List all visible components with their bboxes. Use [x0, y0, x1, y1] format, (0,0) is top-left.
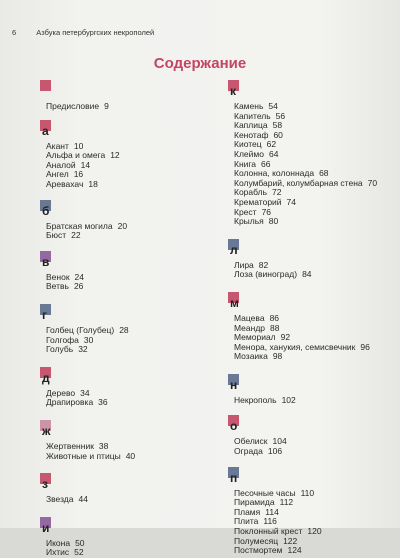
toc-section — [40, 304, 200, 355]
page-title: Содержание — [153, 55, 247, 72]
entry-title: Лоза (виноград) — [234, 269, 298, 280]
entry-title: Ограда — [234, 446, 263, 457]
entry-page-number: 64 — [268, 148, 279, 159]
toc-entry[interactable] — [228, 270, 398, 280]
entry-title: Некрополь — [234, 394, 277, 405]
toc-section — [40, 80, 200, 112]
color-square-icon — [40, 80, 51, 91]
entry-title: Песочные часы — [234, 487, 296, 498]
entry-page-number: 50 — [75, 537, 85, 548]
entry-page-number: 88 — [270, 322, 280, 333]
entry-title: Голгофа — [46, 334, 79, 345]
section-letter: б — [42, 203, 50, 218]
entry-page-number: 74 — [286, 196, 297, 207]
entry-title: Обелиск — [234, 436, 268, 447]
entry-page-number: 20 — [117, 220, 128, 231]
toc-entry[interactable] — [40, 548, 200, 558]
entry-page-number: 96 — [360, 341, 370, 352]
entry-page-number: 76 — [261, 206, 272, 217]
entry-title: Ихтис — [46, 547, 70, 558]
toc-section — [40, 200, 200, 241]
entry-title: Каплица — [234, 120, 268, 131]
entry-page-number: 44 — [78, 494, 88, 505]
entry-title: Предисловие — [46, 101, 100, 111]
section-letter: з — [42, 477, 48, 492]
toc-entry[interactable] — [228, 447, 398, 457]
entry-title: Книга — [234, 158, 257, 169]
section-letter-marker — [40, 304, 200, 324]
section-letter: д — [42, 370, 50, 385]
entry-page-number: 10 — [73, 140, 84, 151]
entry-title: Дерево — [46, 387, 76, 398]
section-letter: ж — [42, 423, 51, 438]
entry-title: Крест — [234, 206, 257, 217]
section-letter-marker — [228, 80, 398, 100]
entry-page-number: 102 — [281, 394, 296, 405]
toc-section — [40, 367, 200, 408]
section-letter-marker — [228, 467, 398, 487]
entry-title: Пламя — [234, 506, 261, 517]
entry-title: Полумесяц — [234, 535, 279, 546]
section-letter: м — [230, 295, 239, 310]
entry-title: Животные и птицы — [46, 450, 121, 461]
entry-page-number: 22 — [71, 230, 81, 241]
entry-title: Меандр — [234, 322, 266, 333]
section-letter: о — [230, 419, 238, 434]
entry-title: Киотец — [234, 139, 262, 150]
toc-section — [40, 251, 200, 292]
entry-page-number: 36 — [98, 397, 108, 408]
entry-title: Ветвь — [46, 281, 69, 292]
entry-page-number: 62 — [266, 139, 277, 150]
section-letter-marker — [40, 367, 200, 387]
section-letter: и — [42, 520, 50, 535]
entry-title: Мемориал — [234, 332, 276, 343]
section-letter-marker — [40, 517, 200, 537]
entry-page-number: 9 — [104, 101, 109, 111]
entry-title: Поклонный крест — [234, 526, 303, 537]
entry-page-number: 80 — [268, 216, 279, 227]
entry-page-number: 114 — [265, 506, 279, 517]
toc-entry[interactable] — [228, 546, 398, 556]
section-letter: г — [42, 307, 47, 322]
toc-entry[interactable] — [228, 217, 398, 227]
entry-title: Голбец (Голубец) — [46, 324, 115, 335]
toc-section — [228, 239, 398, 280]
toc-entry[interactable] — [40, 102, 200, 112]
entry-title: Альфа и омега — [46, 150, 106, 161]
entry-title: Колонна, колоннада — [234, 168, 315, 179]
entry-page-number: 28 — [119, 324, 129, 335]
entry-page-number: 18 — [88, 178, 98, 189]
entry-title: Аревахач — [46, 178, 84, 189]
section-letter-marker — [40, 80, 200, 100]
entry-title: Бюст — [46, 230, 67, 241]
section-letter-marker — [40, 251, 200, 271]
entry-page-number: 116 — [263, 516, 277, 527]
section-letter-marker — [40, 200, 200, 220]
entry-page-number: 120 — [307, 526, 322, 537]
section-letter: л — [230, 242, 238, 257]
entry-page-number: 60 — [273, 129, 283, 140]
entry-title: Венок — [46, 271, 70, 282]
toc-entry[interactable] — [40, 452, 200, 462]
section-letter: к — [230, 84, 237, 98]
entry-page-number: 110 — [300, 487, 315, 498]
section-letter-marker — [40, 473, 200, 493]
entry-page-number: 38 — [98, 440, 109, 451]
entry-title: Аналой — [46, 159, 76, 170]
section-letter-marker — [228, 415, 398, 435]
entry-page-number: 112 — [279, 497, 294, 508]
book-title: Азбука петербургских некрополей — [36, 28, 155, 37]
toc-section — [228, 467, 398, 556]
toc-entry[interactable] — [40, 231, 200, 241]
entry-page-number: 26 — [73, 281, 84, 292]
entry-title: Звезда — [46, 494, 74, 505]
toc-entry[interactable] — [40, 398, 200, 408]
section-letter: а — [42, 123, 49, 138]
entry-page-number: 104 — [272, 436, 287, 447]
entry-title: Лира — [234, 259, 254, 270]
entry-page-number: 24 — [74, 271, 85, 282]
entry-title: Жертвенник — [46, 440, 94, 451]
toc-section — [228, 415, 398, 456]
entry-page-number: 122 — [283, 535, 298, 546]
toc-entry[interactable] — [40, 180, 200, 190]
entry-title: Ангел — [46, 169, 69, 180]
section-letter-marker — [40, 420, 200, 440]
entry-page-number: 106 — [267, 446, 283, 457]
entry-page-number: 68 — [319, 168, 329, 179]
section-letter: п — [230, 470, 238, 485]
entry-page-number: 72 — [272, 187, 282, 198]
entry-title: Братская могила — [46, 220, 113, 231]
section-letter: н — [230, 377, 238, 392]
toc-section — [228, 374, 398, 406]
entry-page-number: 66 — [261, 158, 271, 169]
page-number: 6 — [12, 28, 17, 37]
entry-title: Мацева — [234, 312, 265, 323]
entry-title: Драпировка — [46, 397, 94, 408]
entry-page-number: 40 — [125, 450, 136, 461]
toc-entry[interactable] — [40, 282, 200, 292]
entry-title: Голубь — [46, 344, 74, 355]
entry-page-number: 34 — [80, 387, 90, 398]
section-letter-marker — [228, 239, 398, 259]
toc-entry[interactable] — [228, 352, 398, 362]
section-letter-marker — [40, 120, 200, 140]
entry-title: Кенотаф — [234, 129, 269, 140]
entry-title: Корабль — [234, 187, 268, 198]
entry-page-number: 84 — [302, 269, 312, 280]
entry-page-number: 98 — [272, 351, 283, 362]
section-letter-marker — [228, 374, 398, 394]
entry-title: Менора, ханукия, семисвечник — [234, 341, 356, 352]
toc-section — [40, 120, 200, 190]
toc-entry[interactable] — [228, 396, 398, 406]
section-letter: в — [42, 254, 50, 269]
entry-title: Икона — [46, 537, 71, 548]
section-letter-marker — [228, 292, 398, 312]
entry-page-number: 124 — [287, 545, 302, 556]
entry-page-number: 58 — [272, 120, 283, 131]
entry-page-number: 82 — [258, 259, 269, 270]
entry-title: Постмортем — [234, 545, 283, 556]
entry-page-number: 32 — [78, 344, 88, 355]
entry-page-number: 30 — [83, 334, 94, 345]
entry-page-number: 52 — [74, 547, 84, 558]
entry-page-number: 92 — [280, 332, 291, 343]
entry-title: Акант — [46, 140, 69, 151]
entry-title: Крылья — [234, 216, 264, 227]
toc-section — [228, 292, 398, 362]
entry-page-number: 12 — [110, 150, 120, 161]
entry-title: Крематорий — [234, 196, 282, 207]
entry-title: Плита — [234, 516, 259, 527]
toc-section — [40, 517, 200, 558]
toc-left-column — [40, 80, 200, 558]
toc-section — [40, 473, 200, 505]
entry-title: Мозаика — [234, 351, 268, 362]
entry-page-number: 14 — [80, 159, 91, 170]
entry-page-number: 54 — [268, 101, 278, 111]
entry-title: Капитель — [234, 110, 271, 121]
entry-page-number: 16 — [73, 169, 84, 180]
entry-page-number: 86 — [269, 312, 280, 323]
toc-entry[interactable] — [40, 495, 200, 505]
entry-title: Пирамида — [234, 497, 275, 508]
toc-entry[interactable] — [40, 345, 200, 355]
entry-title: Камень — [234, 101, 264, 111]
entry-page-number: 70 — [367, 177, 378, 188]
toc-section — [228, 80, 398, 227]
toc-section — [40, 420, 200, 461]
running-header — [12, 28, 154, 37]
entry-page-number: 56 — [275, 110, 286, 121]
entry-title: Клеймо — [234, 148, 264, 159]
entry-title: Колумбарий, колумбарная стена — [234, 177, 363, 188]
toc-right-column — [228, 80, 398, 556]
